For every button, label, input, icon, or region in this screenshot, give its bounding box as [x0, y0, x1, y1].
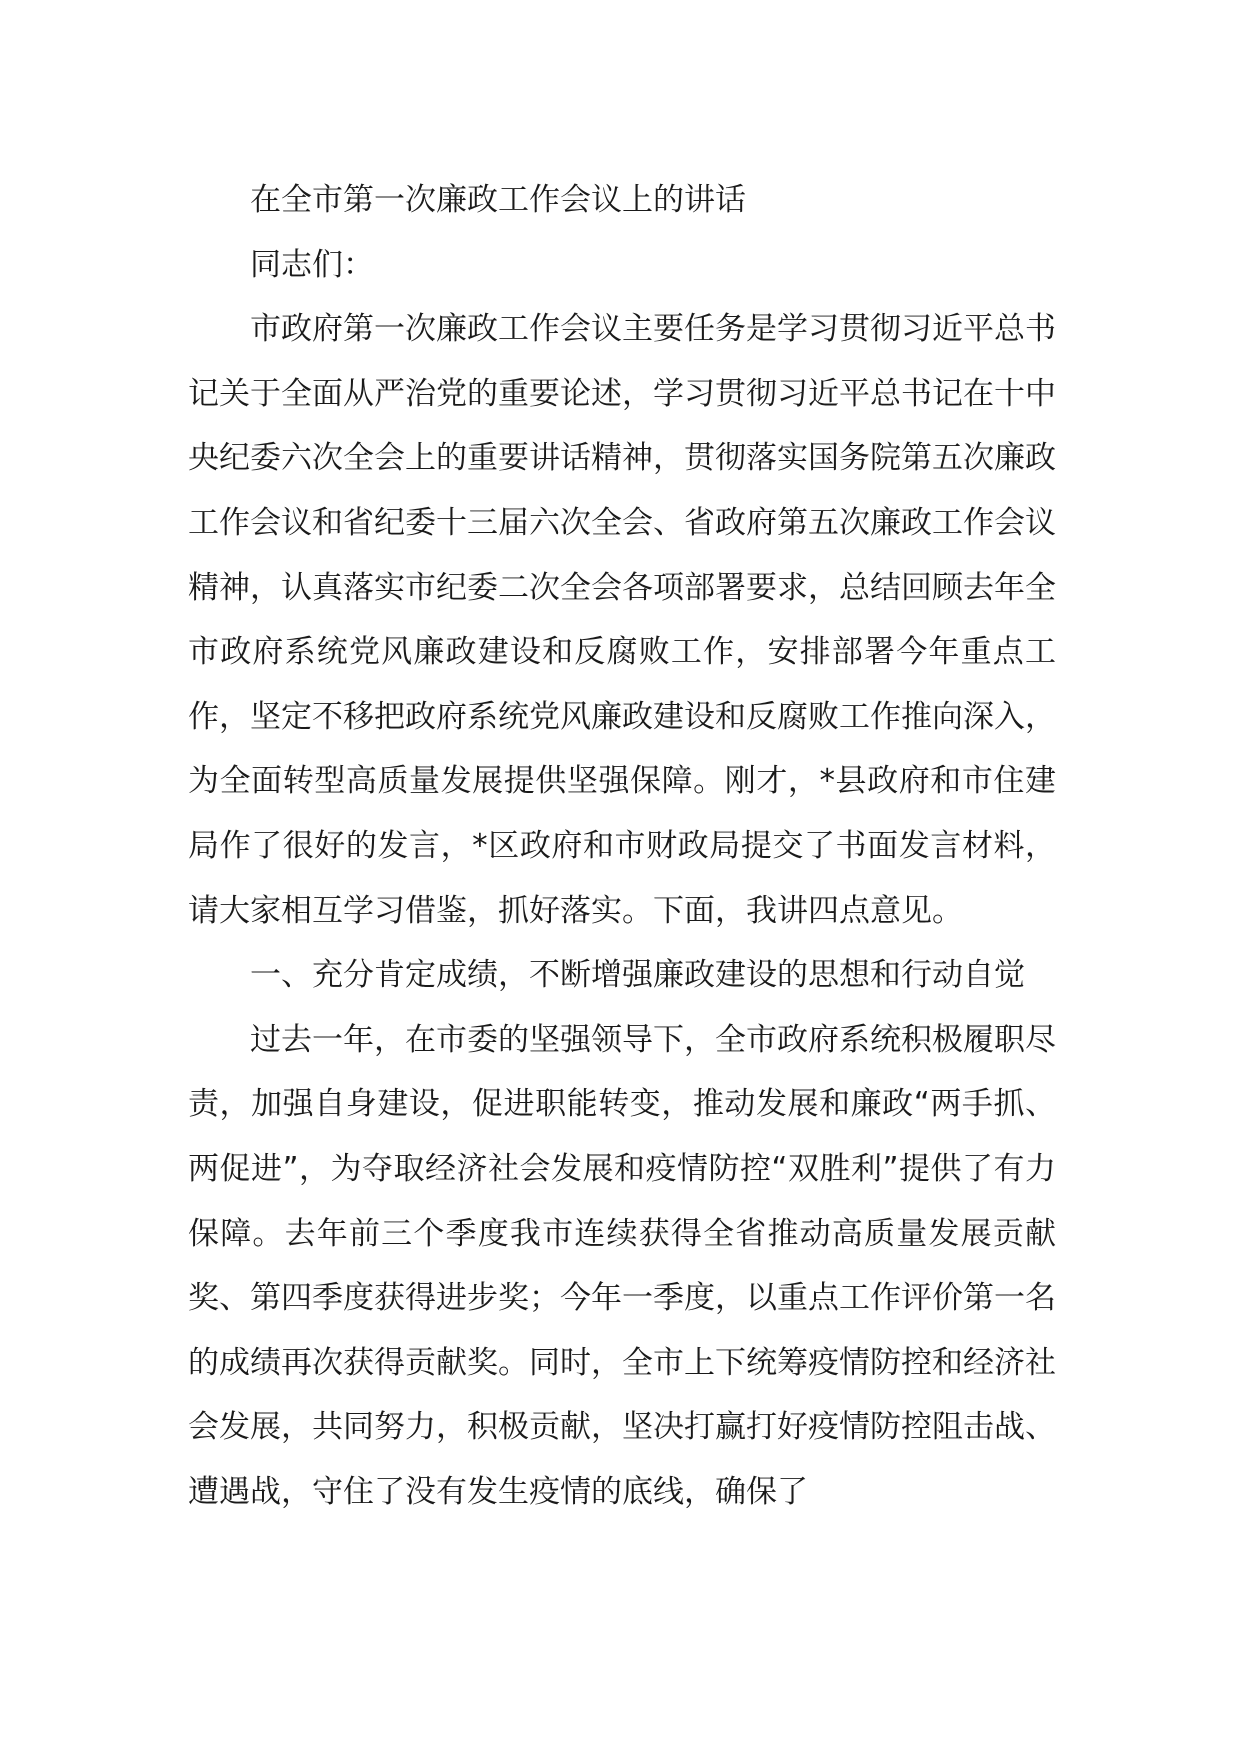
- document-body: [188, 168, 1056, 1524]
- document-title: 在全市第一次廉政工作会议上的讲话: [250, 182, 746, 218]
- section-heading-1: 一、充分肯定成绩，不断增强廉政建设的思想和行动自觉: [250, 957, 1025, 994]
- salutation: 同志们：: [250, 246, 374, 283]
- paragraph-achievements: 过去一年，在市委的坚强领导下，全市政府系统积极履职尽责，加强自身建设，促进职能转变，推动发展和廉政“两手抓、两促进”，为夺取经济社会发展和疫情防控“双胜利”提供了有力保障。去年前三个季度我市连续获得全省推动高质量发展贡献奖、第四季度获得进步奖；今年一季度，以重点工作评价第一名的成绩再次获得贡献奖。同时，全市上下统筹疫情防控和经济社会发展，共同努力，积极贡献，坚决打赢打好疫情防控阻击战、遭遇战，守住了没有发生疫情的底线，确保了: [188, 1021, 1056, 1510]
- paragraph-intro: 市政府第一次廉政工作会议主要任务是学习贯彻习近平总书记关于全面从严治党的重要论述，学习贯彻习近平总书记在十中央纪委六次全会上的重要讲话精神，贯彻落实国务院第五次廉政工作会议和省纪委十三届六次全会、省政府第五次廉政工作会议精神，认真落实市纪委二次全会各项部署要求，总结回顾去年全市政府系统党风廉政建设和反腐败工作，安排部署今年重点工作，坚定不移把政府系统党风廉政建设和反腐败工作推向深入，为全面转型高质量发展提供坚强保障。刚才，*县政府和市住建局作了很好的发言，*区政府和市财政局提交了书面发言材料，请大家相互学习借鉴，抓好落实。下面，我讲四点意见。: [188, 311, 1056, 929]
